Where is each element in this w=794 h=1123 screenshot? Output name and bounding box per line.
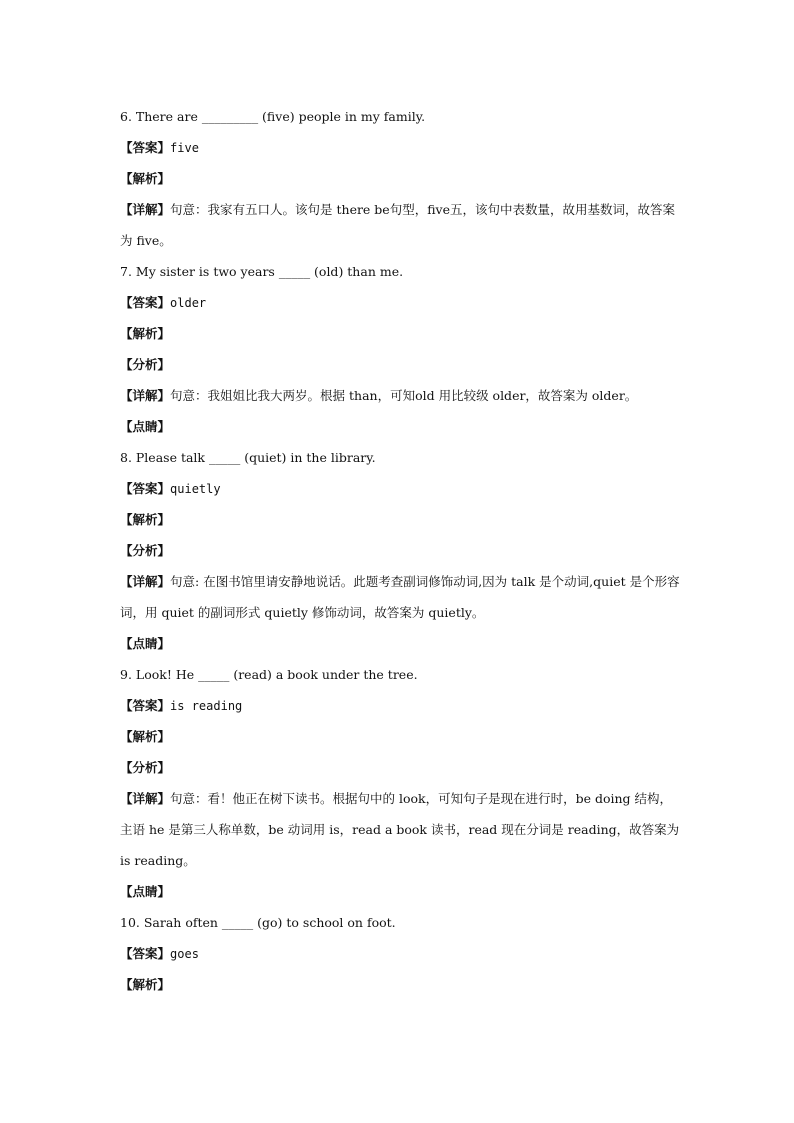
answer-6 [120,132,680,163]
detail-tag: 【详解】 [120,791,171,806]
question-text: 8. Please talk _____ (quiet) in the library. [120,450,376,465]
answer-tag: 【答案】 [120,481,171,496]
question-7 [120,256,680,287]
comment-7 [120,411,680,442]
analyze-tag: 【分析】 [120,760,171,775]
answer-tag: 【答案】 [120,295,171,310]
detail-tag: 【详解】 [120,202,171,217]
answer-text: older [170,296,207,310]
comment-tag: 【点睛】 [120,636,171,651]
question-8 [120,442,680,473]
comment-8 [120,628,680,659]
analysis-6 [120,163,680,194]
document-content [120,101,680,1000]
question-9 [120,659,680,690]
detail-text: 句意: 在图书馆里请安静地说话。此题考查副词修饰动词,因为 talk 是个动词,quiet 是个形容词，用 quiet 的副词形式 quietly 修饰动词，故答案为 quietly。 [120,574,680,620]
answer-9 [120,690,680,721]
detail-text: 句意：看！他正在树下读书。根据句中的 look，可知句子是现在进行时，be doing 结构，主语 he 是第三人称单数，be 动词用 is，read a book 读书，read 现在分词是 reading，故答案为 is reading。 [120,791,680,868]
analyze-tag: 【分析】 [120,357,171,372]
detail-text: 句意：我姐姐比我大两岁。根据 than，可知old 用比较级 older，故答案为 older。 [170,388,638,403]
analyze-8 [120,535,680,566]
question-text: 6. There are _________ (five) people in my family. [120,109,426,124]
detail-7 [120,380,680,411]
question-text: 7. My sister is two years _____ (old) than me. [120,264,404,279]
answer-text: is reading [170,699,243,713]
detail-9 [120,783,680,876]
question-text: 9. Look! He _____ (read) a book under the tree. [120,667,418,682]
answer-8 [120,473,680,504]
analyze-9 [120,752,680,783]
answer-10 [120,938,680,969]
answer-7 [120,287,680,318]
comment-9 [120,876,680,907]
question-6 [120,101,680,132]
answer-text: quietly [170,482,221,496]
detail-tag: 【详解】 [120,388,171,403]
comment-tag: 【点睛】 [120,419,171,434]
detail-6 [120,194,680,256]
analysis-tag: 【解析】 [120,977,171,992]
analyze-tag: 【分析】 [120,543,171,558]
comment-tag: 【点睛】 [120,884,171,899]
answer-tag: 【答案】 [120,946,171,961]
analyze-7 [120,349,680,380]
analysis-tag: 【解析】 [120,171,171,186]
analysis-10 [120,969,680,1000]
detail-tag: 【详解】 [120,574,171,589]
analysis-tag: 【解析】 [120,326,171,341]
question-text: 10. Sarah often _____ (go) to school on foot. [120,915,396,930]
analysis-tag: 【解析】 [120,729,171,744]
analysis-tag: 【解析】 [120,512,171,527]
answer-tag: 【答案】 [120,140,171,155]
question-10 [120,907,680,938]
detail-8 [120,566,680,628]
detail-text: 句意：我家有五口人。该句是 there be句型，five五，该句中表数量，故用基数词，故答案为 five。 [120,202,676,248]
analysis-7 [120,318,680,349]
analysis-8 [120,504,680,535]
answer-text: goes [170,947,199,961]
answer-text: five [170,141,199,155]
analysis-9 [120,721,680,752]
answer-tag: 【答案】 [120,698,171,713]
